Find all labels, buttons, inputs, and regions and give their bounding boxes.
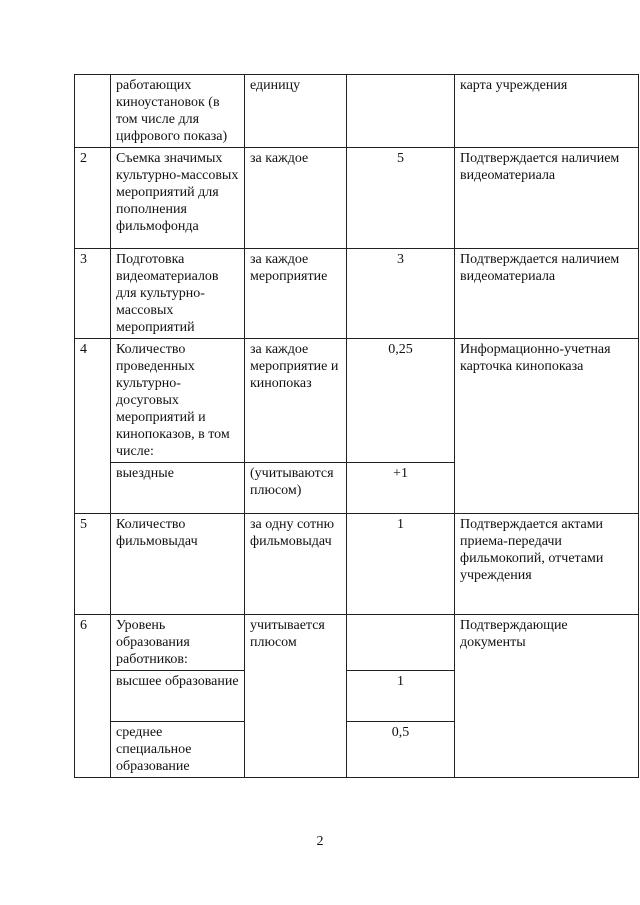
table-row bbox=[75, 339, 639, 463]
points-cell: 1 bbox=[347, 671, 455, 722]
indicator-cell: работающих киноустановок (в том числе для цифрового показа) bbox=[111, 75, 245, 148]
row-number-cell: 3 bbox=[75, 249, 111, 339]
confirmation-cell: Подтверждается наличием видеоматериала bbox=[455, 249, 639, 339]
indicator-cell: среднее специальное образование bbox=[111, 722, 245, 778]
row-number-cell: 5 bbox=[75, 514, 111, 615]
table-row bbox=[75, 148, 639, 249]
row-number-cell: 6 bbox=[75, 615, 111, 778]
indicator-cell: высшее образование bbox=[111, 671, 245, 722]
unit-cell: за каждое bbox=[245, 148, 347, 249]
page-number: 2 bbox=[316, 834, 324, 849]
confirmation-cell: карта учреждения bbox=[455, 75, 639, 148]
table-row bbox=[75, 615, 639, 671]
points-cell: 0,25 bbox=[347, 339, 455, 463]
indicator-cell: Уровень образования работников: bbox=[111, 615, 245, 671]
row-number-cell: 4 bbox=[75, 339, 111, 514]
unit-cell: (учитываются плюсом) bbox=[245, 463, 347, 514]
unit-cell: учитывается плюсом bbox=[245, 615, 347, 778]
indicator-cell: Количество проведенных культурно-досуговых мероприятий и кинопоказов, в том числе: bbox=[111, 339, 245, 463]
table-row bbox=[75, 514, 639, 615]
confirmation-cell: Подтверждается наличием видеоматериала bbox=[455, 148, 639, 249]
table-row bbox=[75, 249, 639, 339]
confirmation-cell: Подтверждающие документы bbox=[455, 615, 639, 778]
criteria-table bbox=[74, 74, 639, 778]
points-cell bbox=[347, 615, 455, 671]
unit-cell: за одну сотню фильмовыдач bbox=[245, 514, 347, 615]
row-number-cell: 2 bbox=[75, 148, 111, 249]
table-row bbox=[75, 75, 639, 148]
points-cell: 0,5 bbox=[347, 722, 455, 778]
confirmation-cell: Информационно-учетная карточка кинопоказа bbox=[455, 339, 639, 514]
indicator-cell: выездные bbox=[111, 463, 245, 514]
unit-cell: за каждое мероприятие bbox=[245, 249, 347, 339]
row-number-cell bbox=[75, 75, 111, 148]
indicator-cell: Количество фильмовыдач bbox=[111, 514, 245, 615]
points-cell bbox=[347, 75, 455, 148]
points-cell: 3 bbox=[347, 249, 455, 339]
unit-cell: единицу bbox=[245, 75, 347, 148]
indicator-cell: Подготовка видеоматериалов для культурно-массовых мероприятий bbox=[111, 249, 245, 339]
indicator-cell: Съемка значимых культурно-массовых мероприятий для пополнения фильмофонда bbox=[111, 148, 245, 249]
unit-cell: за каждое мероприятие и кинопоказ bbox=[245, 339, 347, 463]
points-cell: 5 bbox=[347, 148, 455, 249]
points-cell: 1 bbox=[347, 514, 455, 615]
confirmation-cell: Подтверждается актами приема-передачи фильмокопий, отчетами учреждения bbox=[455, 514, 639, 615]
points-cell: +1 bbox=[347, 463, 455, 514]
